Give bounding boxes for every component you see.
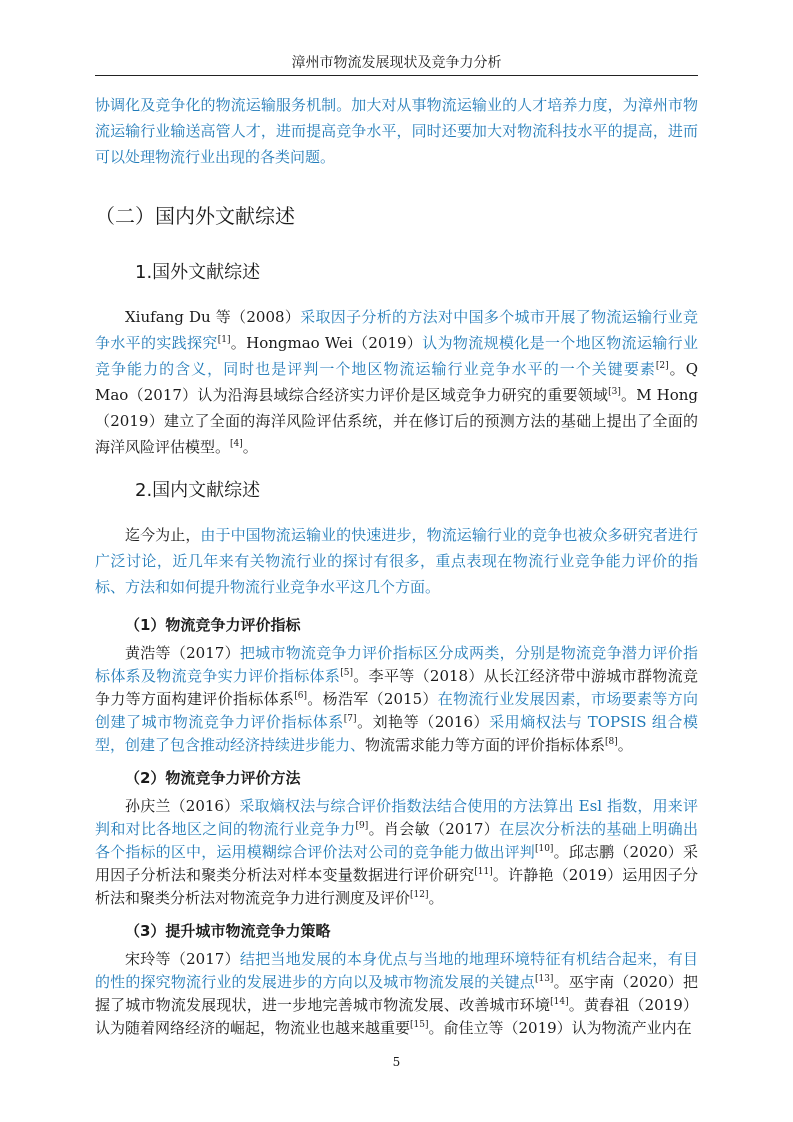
indicators-paragraph	[95, 642, 698, 757]
citation-ref: [8]	[605, 737, 618, 747]
methods-paragraph	[95, 795, 698, 910]
section-heading: （二）国内外文献综述	[95, 204, 295, 228]
text-run: 迄今为止，	[125, 526, 201, 544]
citation-ref: [15]	[410, 1020, 429, 1030]
highlighted-text: 在物流行业发展因素，市场要素等方向创建了城市物流竞争力评价指标体系	[95, 690, 698, 731]
text-run: 。M Hong（2019）建立了全面的海洋风险评估系统，并在修订后的预测方法的基础上提出了全面的海洋风险评估模型。	[95, 386, 698, 456]
intro-paragraph	[95, 92, 698, 170]
part-heading-indicators: （1）物流竞争力评价指标	[125, 616, 301, 634]
citation-ref: [12]	[410, 890, 429, 900]
text-run: Xiufang Du 等（2008）	[125, 308, 301, 326]
text-run: 。	[242, 438, 258, 456]
citation-ref: [9]	[355, 821, 369, 831]
subsection-heading-domestic: 2.国内文献综述	[135, 480, 261, 501]
text-run: 。	[428, 889, 444, 907]
foreign-review-paragraph	[95, 304, 698, 460]
citation-ref: [13]	[534, 974, 554, 984]
citation-ref: [2]	[655, 361, 669, 371]
citation-ref: [7]	[343, 714, 357, 724]
text-run: 。Q Mao（2017）认为沿海县域综合经济实力评价是区域竞争力研究的重要领域	[95, 360, 698, 404]
part-heading-strategies: （3）提升城市物流竞争力策略	[125, 922, 331, 940]
highlighted-text: 采取因子分析的方法对中国多个城市开展了物流运输行业竞争水平的实践探究	[95, 308, 698, 352]
page-number: 5	[392, 1055, 401, 1069]
highlighted-text: 协调化及竞争化的物流运输服务机制。加大对从事物流运输业的人才培养力度，为漳州市物流运输行业输送高管人才，进而提高竞争水平，同时还要加大对物流科技水平的提高，进而可以处理物流行业出现的各类问题。	[95, 96, 698, 166]
part-heading-methods: （2）物流竞争力评价方法	[125, 769, 301, 787]
strategies-paragraph	[95, 948, 698, 1040]
highlighted-text: 认为物流规模化是一个地区物流运输行业竞争能力的含义，同时也是评判一个地区物流运输行业竞争水平的一个关键要素	[95, 334, 698, 378]
domestic-review-paragraph	[95, 522, 698, 600]
text-run: 。许静艳（2019）运用因子分析法和聚类分析法对物流竞争力进行测度及评价	[95, 866, 698, 907]
page-body	[95, 92, 698, 1040]
text-run: 。黄舂祖（2019）认为随着网络经济的崛起，物流业也越来越重要	[95, 996, 698, 1037]
citation-ref: [14]	[550, 997, 569, 1007]
highlighted-text: 采取熵权法与综合评价指数法结合使用的方法算出 Esl 指数，用来评判和对比各地区之间的物流行业竞争力	[95, 797, 699, 838]
citation-ref: [1]	[217, 335, 231, 345]
highlighted-text: 采用熵权法与 TOPSIS 组合模型，创建了包含推动经济持续进步能力、	[95, 713, 698, 754]
citation-ref: [6]	[294, 691, 307, 701]
highlighted-text: 把城市物流竞争力评价指标区分成两类，分别是物流竞争潜力评价指标体系及物流竞争实力评价指标体系	[95, 644, 698, 685]
text-run: 。巫宇南（2020）把握了城市物流发展现状，进一步地完善城市物流发展、改善城市环境	[95, 973, 698, 1014]
citation-ref: [4]	[230, 439, 243, 449]
citation-ref: [11]	[474, 867, 493, 877]
text-run: 。李平等（2018）从长江经济带中游城市群物流竞争力等方面构建评价指标体系	[95, 667, 698, 708]
text-run: 。俞佳立等（2019）认为物流产业内在	[428, 1019, 692, 1037]
highlighted-text: 由于中国物流运输业的快速进步，物流运输行业的竞争也被众多研究者进行广泛讨论，近几年来有关物流行业的探讨有很多，重点表现在物流行业竞争能力评价的指标、方法和如何提升物流行业竞争水平这几个方面。	[95, 526, 698, 596]
running-header: 漳州市物流发展现状及竞争力分析	[291, 55, 502, 71]
text-run: 。肖会敏（2017）	[368, 820, 500, 838]
text-run: 。刘艳等（2016）	[356, 713, 490, 731]
citation-ref: [3]	[608, 387, 621, 397]
highlighted-text: 结把当地发展的本身优点与当地的地理环境特征有机结合起来，有目的性的探究物流行业的发展进步的方向以及城市物流发展的关键点	[95, 950, 698, 991]
text-run: 。	[617, 736, 633, 754]
citation-ref: [5]	[340, 668, 353, 678]
highlighted-text: 在层次分析法的基础上明确出各个指标的区中，运用模糊综合评价法对公司的竞争能力做出评判	[95, 820, 698, 861]
text-run: 宋玲等（2017）	[125, 950, 240, 968]
text-run: 。杨浩军（2015）	[306, 690, 438, 708]
text-run: 。Hongmao Wei（2019）	[230, 334, 423, 352]
text-run: 黄浩等（2017）	[125, 644, 240, 662]
header-rule	[95, 75, 698, 76]
text-run: 孙庆兰（2016）	[125, 797, 240, 815]
text-run: 物流需求能力等方面的评价指标体系	[365, 736, 606, 754]
citation-ref: [10]	[534, 844, 554, 854]
subsection-heading-foreign: 1.国外文献综述	[135, 262, 261, 283]
text-run: 。邱志鹏（2020）采用因子分析法和聚类分析法对样本变量数据进行评价研究	[95, 843, 698, 884]
